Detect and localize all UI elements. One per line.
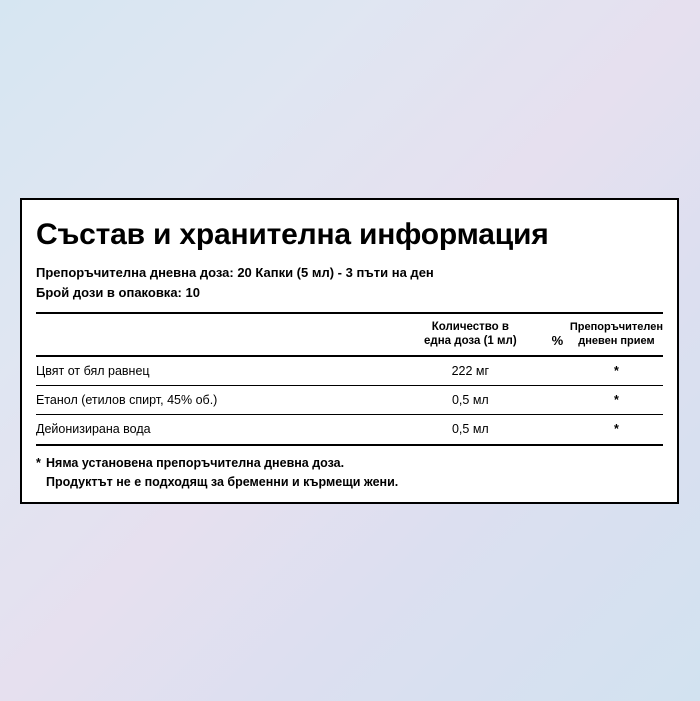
ingredient-rdi: * bbox=[570, 356, 663, 386]
column-header-amount-line2: една доза (1 мл) bbox=[424, 335, 517, 348]
table-row bbox=[36, 356, 663, 386]
footnotes bbox=[36, 446, 663, 493]
ingredient-amount: 0,5 мл bbox=[396, 415, 545, 445]
table-row bbox=[36, 415, 663, 445]
footnote-warning: Продуктът не е подходящ за бременни и кърмещи жени. bbox=[46, 474, 399, 489]
ingredient-percent-spacer bbox=[545, 386, 570, 415]
footnote-star: * bbox=[36, 455, 41, 470]
table-header-row bbox=[36, 314, 663, 356]
ingredient-rdi: * bbox=[570, 415, 663, 445]
ingredient-rdi: * bbox=[570, 386, 663, 415]
column-header-amount-line1: Количество в bbox=[431, 321, 509, 333]
footnote-no-rdi-text: Няма установена препоръчителна дневна доза. bbox=[46, 455, 345, 470]
serving-size-line: Препоръчителна дневна доза: 20 Капки (5 мл) - 3 пъти на ден bbox=[36, 265, 434, 280]
nutrition-label-content bbox=[22, 200, 677, 502]
servings-per-container-line: Брой дози в опаковка: 10 bbox=[36, 284, 200, 300]
column-header-rdi bbox=[570, 314, 663, 356]
column-header-rdi-line1: Препоръчителен bbox=[569, 321, 663, 334]
page-title: Състав и хранителна информация bbox=[36, 218, 549, 251]
ingredient-name: Етанол (етилов спирт, 45% об.) bbox=[36, 386, 396, 415]
column-header-ingredient bbox=[36, 314, 396, 356]
nutrition-table-body bbox=[36, 356, 663, 445]
column-header-rdi-line2: дневен прием bbox=[578, 335, 655, 347]
nutrition-label-panel bbox=[20, 198, 679, 504]
ingredient-percent-spacer bbox=[545, 356, 570, 386]
ingredient-amount: 0,5 мл bbox=[396, 386, 545, 415]
footnote-no-rdi bbox=[36, 454, 663, 473]
ingredient-name: Цвят от бял равнец bbox=[36, 356, 396, 386]
ingredient-percent-spacer bbox=[545, 415, 570, 445]
ingredient-name: Дейонизирана вода bbox=[36, 415, 396, 445]
table-row bbox=[36, 386, 663, 415]
column-header-percent: % bbox=[551, 332, 564, 348]
nutrition-table-head bbox=[36, 314, 663, 356]
nutrition-table bbox=[36, 314, 663, 446]
ingredient-amount: 222 мг bbox=[396, 356, 545, 386]
column-header-amount bbox=[396, 314, 545, 356]
